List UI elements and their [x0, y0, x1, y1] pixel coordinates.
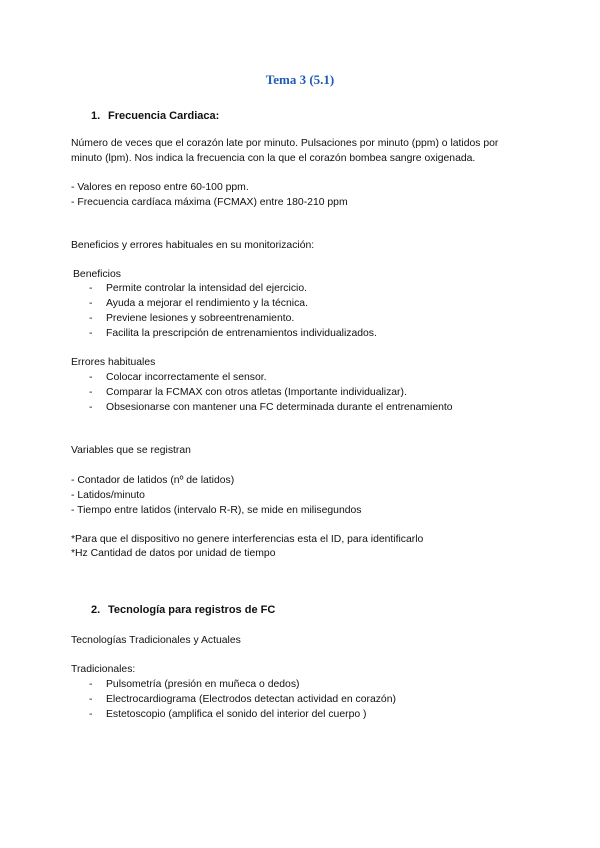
- benefit-item-text: Ayuda a mejorar el rendimiento y la técnica.: [106, 298, 308, 309]
- monitor-heading: Beneficios y errores habituales en su monitorización:: [71, 240, 315, 251]
- variable-item: - Contador de latidos (nº de latidos): [71, 475, 235, 486]
- variables-heading: Variables que se registran: [71, 445, 191, 456]
- traditional-label: Tradicionales:: [71, 664, 136, 675]
- traditional-item-text: Pulsometría (presión en muñeca o dedos): [106, 679, 300, 690]
- value-rest: - Valores en reposo entre 60-100 ppm.: [71, 182, 249, 193]
- variable-item: - Latidos/minuto: [71, 490, 145, 501]
- value-max: - Frecuencia cardíaca máxima (FCMAX) entre 180-210 ppm: [71, 197, 348, 208]
- variable-item: - Tiempo entre latidos (intervalo R-R), se mide en milisegundos: [71, 505, 362, 516]
- note-item: *Hz Cantidad de datos por unidad de tiempo: [71, 548, 276, 559]
- intro-line-2: minuto (lpm). Nos indica la frecuencia con la que el corazón bombea sangre oxigenada.: [71, 153, 476, 164]
- section-1-title: Frecuencia Cardiaca:: [108, 110, 220, 122]
- bullet-dash: -: [89, 679, 93, 690]
- bullet-dash: -: [89, 283, 93, 294]
- section-2-number: 2.: [91, 604, 101, 616]
- bullet-dash: -: [89, 709, 93, 720]
- error-item-text: Obsesionarse con mantener una FC determinada durante el entrenamiento: [106, 402, 453, 413]
- traditional-item-text: Electrocardiograma (Electrodos detectan actividad en corazón): [106, 694, 396, 705]
- error-item-text: Colocar incorrectamente el sensor.: [106, 372, 267, 383]
- document-title: Tema 3 (5.1): [265, 72, 335, 87]
- benefit-item-text: Facilita la prescripción de entrenamientos individualizados.: [106, 328, 377, 339]
- bullet-dash: -: [89, 387, 93, 398]
- traditional-item-text: Estetoscopio (amplifica el sonido del interior del cuerpo ): [106, 709, 367, 720]
- bullet-dash: -: [89, 372, 93, 383]
- bullet-dash: -: [89, 313, 93, 324]
- bullet-dash: -: [89, 298, 93, 309]
- bullet-dash: -: [89, 402, 93, 413]
- errors-label: Errores habituales: [71, 357, 156, 368]
- benefit-item-text: Permite controlar la intensidad del ejercicio.: [106, 283, 307, 294]
- bullet-dash: -: [89, 328, 93, 339]
- section-2-title: Tecnología para registros de FC: [108, 604, 276, 616]
- benefits-label: Beneficios: [73, 269, 121, 280]
- tech-subheading: Tecnologías Tradicionales y Actuales: [71, 635, 241, 646]
- benefit-item-text: Previene lesiones y sobreentrenamiento.: [106, 313, 295, 324]
- bullet-dash: -: [89, 694, 93, 705]
- intro-line-1: Número de veces que el corazón late por minuto. Pulsaciones por minuto (ppm) o latidos por: [71, 138, 499, 149]
- error-item-text: Comparar la FCMAX con otros atletas (Importante individualizar).: [106, 387, 407, 398]
- section-1-number: 1.: [91, 110, 101, 122]
- note-item: *Para que el dispositivo no genere interferencias esta el ID, para identificarlo: [71, 534, 424, 545]
